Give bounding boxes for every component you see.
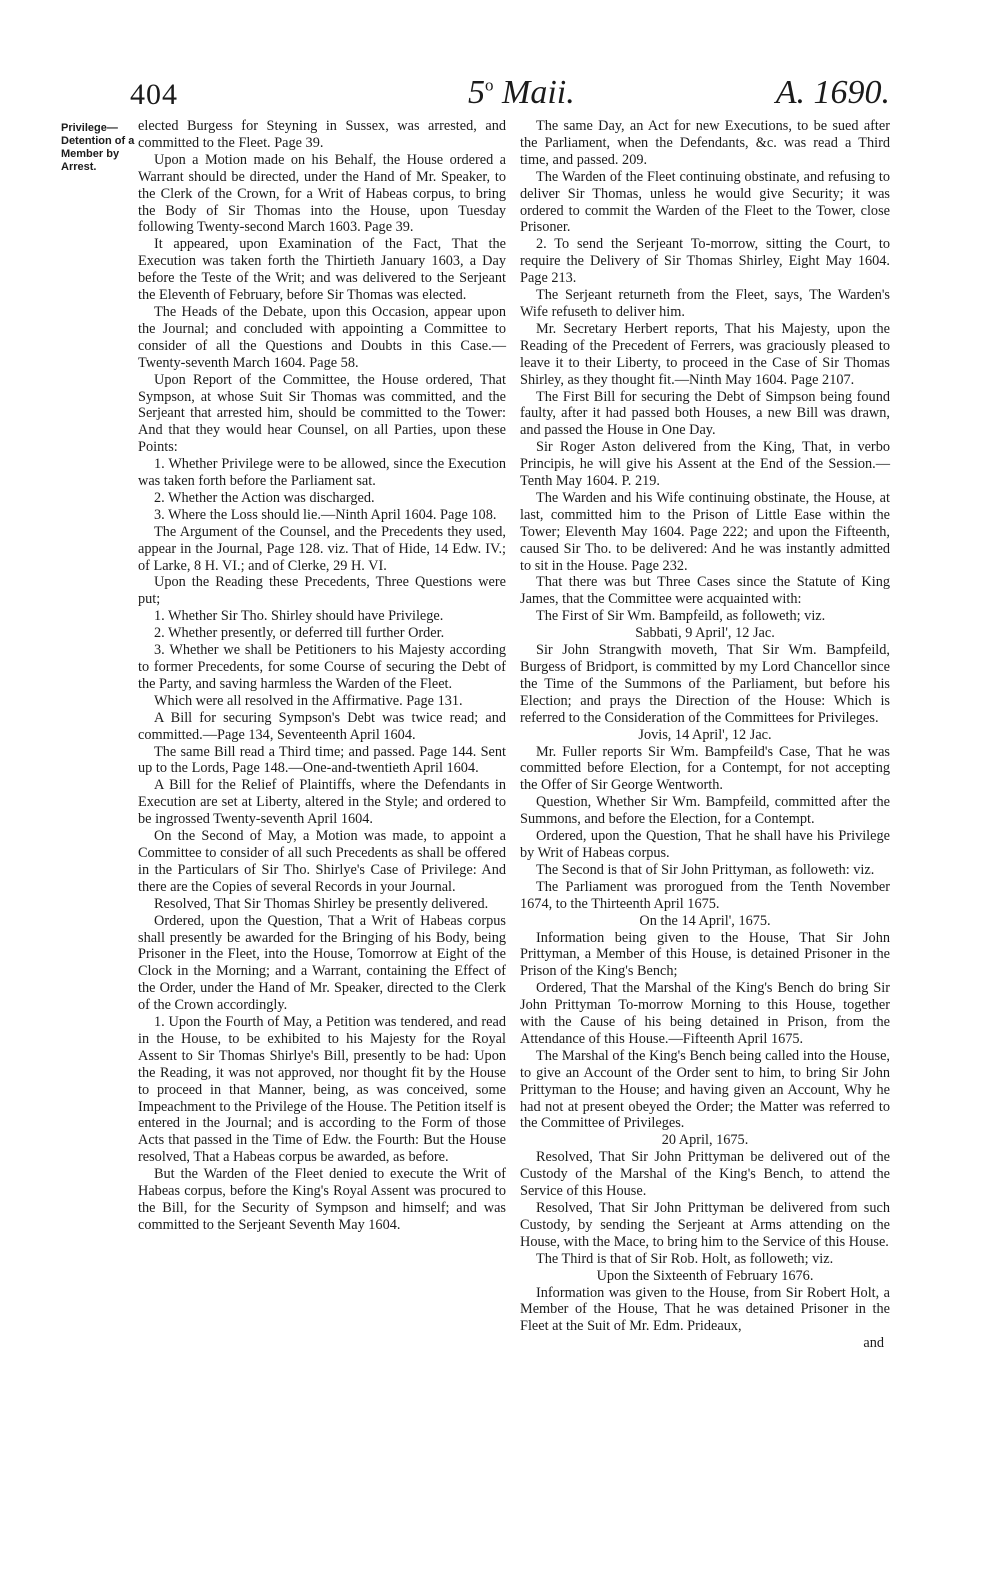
paragraph: 1. Whether Privilege were to be allowed, since the Execution was taken forth before the Parliament sat. [138,456,506,490]
paragraph: Resolved, That Sir John Prittyman be delivered out of the Custody of the Marshal of the King's Bench, to attend the Service of this House. [520,1149,890,1200]
paragraph: and [863,1335,884,1352]
paragraph: The same Day, an Act for new Executions, to be sued after the Parliament, when the Defendants, &c. was read a Third time, and passed. 209. [520,118,890,168]
paragraph: Resolved, That Sir Thomas Shirley be presently delivered. [154,895,489,912]
paragraph: Resolved, That Sir John Prittyman be delivered from such Custody, by sending the Serjeant at Arms attending on the House, with the Mace, to bring him to the Service of this House. [520,1200,890,1250]
paragraph: Upon the Sixteenth of February 1676. [596,1267,814,1284]
running-date [468,74,575,112]
paragraph: The Warden of the Fleet continuing obstinate, and refusing to deliver Sir Thomas, unless he would give Security; it was ordered to commit the Warden of the Fleet to the Tower, close Prisoner. [520,168,890,236]
left-column [138,118,506,1234]
paragraph: The same Bill read a Third time; and passed. Page 144. Sent up to the Lords, Page 148.—One-and-twentieth April 1604. [138,743,506,777]
paragraph: Ordered, That the Marshal of the King's Bench do bring Sir John Prittyman To-morrow Morning to this House, together with the Cause of his being detained in Prison, from the Attendance of this House.—Fifteenth April 1675. [520,980,890,1047]
paragraph: It appeared, upon Examination of the Fact, That the Execution was taken forth the Thirtieth January 1603, a Day before the Teste of the Writ; and was delivered to the Serjeant the Eleventh of February, before Sir Thomas was elected. [138,236,506,304]
page-number: 404 [130,78,178,111]
paragraph: Sir John Strangwith moveth, That Sir Wm. Bampfeild, Burgess of Bridport, is committed by my Lord Chancellor since the Time of the Summons of the Parliament, but before his Election; and prays the Direction of the House: Which is referred to the Consideration of the Committees for Privileges. [520,642,890,726]
paragraph: The Parliament was prorogued from the Tenth November 1674, to the Thirteenth April 1675. [520,878,890,912]
paragraph: The Serjeant returneth from the Fleet, says, The Warden's Wife refuseth to deliver him. [520,287,890,320]
running-year: A. 1690. [775,74,890,111]
paragraph: On the 14 April', 1675. [639,912,771,929]
paragraph: 3. Where the Loss should lie.—Ninth April 1604. Page 108. [154,506,497,523]
paragraph: But the Warden of the Fleet denied to execute the Writ of Habeas corpus, before the King's Royal Assent was procured to the Bill, for the Security of Sympson and himself; and was committed to the Serjeant Seventh May 1604. [138,1166,506,1233]
paragraph: Upon Report of the Committee, the House ordered, That Sympson, at whose Suit Sir Thomas was committed, and the Serjeant that arrested him, should be committed to the Tower: And that they would hear Counsel, on all Parties, upon these Points: [138,371,506,456]
paragraph: Information being given to the House, That Sir John Prittyman, a Member of this House, is detained Prisoner in the Prison of the King's Bench; [520,929,890,980]
paragraph: 3. Whether we shall be Petitioners to his Majesty according to former Precedents, for some Course of securing the Debt of the Party, and saving harmless the Warden of the Fleet. [138,642,506,692]
paragraph: The Warden and his Wife continuing obstinate, the House, at last, committed him to the Prison of Little Ease within the Tower; Eleventh May 1604. Page 222; and upon the Fifteenth, caused Sir Tho. to be delivered: And he was instantly admitted to sit in the House. Page 232. [520,489,890,574]
date-suffix: o [485,75,494,95]
paragraph: Mr. Fuller reports Sir Wm. Bampfeild's Case, That he was committed before Election, for a Contempt, for not accepting the Offer of Sir George Wentworth. [520,743,890,794]
paragraph: The Heads of the Debate, upon this Occasion, appear upon the Journal; and concluded with appointing a Committee to consider of all the Questions and Doubts in this Case.—Twenty-seventh March 1604. Page 58. [138,303,506,371]
paragraph: A Bill for securing Sympson's Debt was twice read; and committed.—Page 134, Seventeenth April 1604. [138,709,506,743]
paragraph: The Marshal of the King's Bench being called into the House, to give an Account of the Order sent to him, to bring Sir John Prittyman to the House; and having given an Account, Why he had not at present obeyed the Order; the Matter was referred to the Committee of Privileges. [520,1047,890,1132]
paragraph: Question, Whether Sir Wm. Bampfeild, committed after the Summons, and before the Election, for a Contempt. [520,794,890,828]
paragraph: Ordered, upon the Question, That he shall have his Privilege by Writ of Habeas corpus. [520,828,890,861]
paragraph: Upon a Motion made on his Behalf, the House ordered a Warrant should be directed, under the Hand of Mr. Speaker, to the Clerk of the Crown, for a Writ of Habeas corpus, to bring the Body of Sir Thomas into the House, upon Tuesday following Twenty-second March 1603. Page 39. [138,151,506,236]
paragraph: The Third is that of Sir Rob. Holt, as followeth; viz. [536,1250,834,1267]
paragraph: 2. Whether presently, or deferred till further Order. [154,625,445,642]
paragraph: elected Burgess for Steyning in Sussex, was arrested, and committed to the Fleet. Page 39. [138,118,506,151]
paragraph: 20 April, 1675. [661,1132,749,1149]
right-column [520,118,890,1352]
paragraph: On the Second of May, a Motion was made, to appoint a Committee to consider of all such Precedents as shall be offered in the Particulars of Sir Tho. Shirlye's Case of Privilege: And there are the Copies of several Records in your Journal. [138,828,506,895]
paragraph: That there was but Three Cases since the Statute of King James, that the Committee were acquainted with: [520,574,890,608]
paragraph: Mr. Secretary Herbert reports, That his Majesty, upon the Reading of the Precedent of Ferrers, was graciously pleased to leave it to their Liberty, to proceed in the Case of Sir Thomas Shirley, as they thought fit.—Ninth May 1604. Page 2107. [520,320,890,388]
paragraph: 2. To send the Serjeant To-morrow, sitting the Court, to require the Delivery of Sir Thomas Shirley, Eight May 1604. Page 213. [520,236,890,287]
paragraph: Sir Roger Aston delivered from the King, That, in verbo Principis, he will give his Assent at the End of the Session.—Tenth May 1604. P. 219. [520,439,890,490]
paragraph: Ordered, upon the Question, That a Writ of Habeas corpus shall presently be awarded for the Bringing of his Body, being Prisoner in the Fleet, into the House, Tomorrow at Eight of the Clock in the Morning; and a Warrant, containing the Effect of the Order, under the Hand of Mr. Speaker, directed to the Clerk of the Crown accordingly. [138,912,506,1014]
paragraph: 2. Whether the Action was discharged. [154,489,375,506]
paragraph: Sabbati, 9 April', 12 Jac. [635,625,775,642]
paragraph: The First of Sir Wm. Bampfeild, as followeth; viz. [536,608,826,625]
paragraph: 1. Whether Sir Tho. Shirley should have Privilege. [154,608,444,625]
page-header [130,70,890,114]
paragraph: The Second is that of Sir John Prittyman, as followeth: viz. [536,861,875,878]
paragraph: Jovis, 14 April', 12 Jac. [638,726,772,743]
paragraph: Which were all resolved in the Affirmative. Page 131. [154,692,463,709]
paragraph: Information was given to the House, from Sir Robert Holt, a Member of the House, That he was detained Prisoner in the Fleet at the Suit of Mr. Edm. Prideaux, [520,1284,890,1335]
date-day: 5 [468,74,485,111]
paragraph: The First Bill for securing the Debt of Simpson being found faulty, after it had passed both Houses, a new Bill was drawn, and passed the House in One Day. [520,388,890,439]
paragraph: Upon the Reading these Precedents, Three Questions were put; [138,574,506,608]
margin-note: Privilege—Detention of a Member by Arrest. [61,122,135,173]
paragraph: A Bill for the Relief of Plaintiffs, where the Defendants in Execution are set at Liberty, altered in the Style; and ordered to be ingrossed Twenty-seventh April 1604. [138,777,506,828]
paragraph: 1. Upon the Fourth of May, a Petition was tendered, and read in the House, to be exhibited to his Majesty for the Royal Assent to Sir Thomas Shirlye's Bill, presently to be had: Upon the Reading, it was not approved, nor thought fit by the House to proceed in that Manner, being, as was conceived, some Impeachment to the Privilege of the House. The Petition itself is entered in the Journal; and is according to the Form of those Acts that passed in the Time of Edw. the Fourth: But the House resolved, That a Habeas corpus be awarded, as before. [138,1014,506,1166]
date-month: Maii. [502,74,575,111]
paragraph: The Argument of the Counsel, and the Precedents they used, appear in the Journal, Page 128. viz. That of Hide, 14 Edw. IV.; of Larke, 8 H. VI.; and of Clerke, 29 H. VI. [138,523,506,574]
